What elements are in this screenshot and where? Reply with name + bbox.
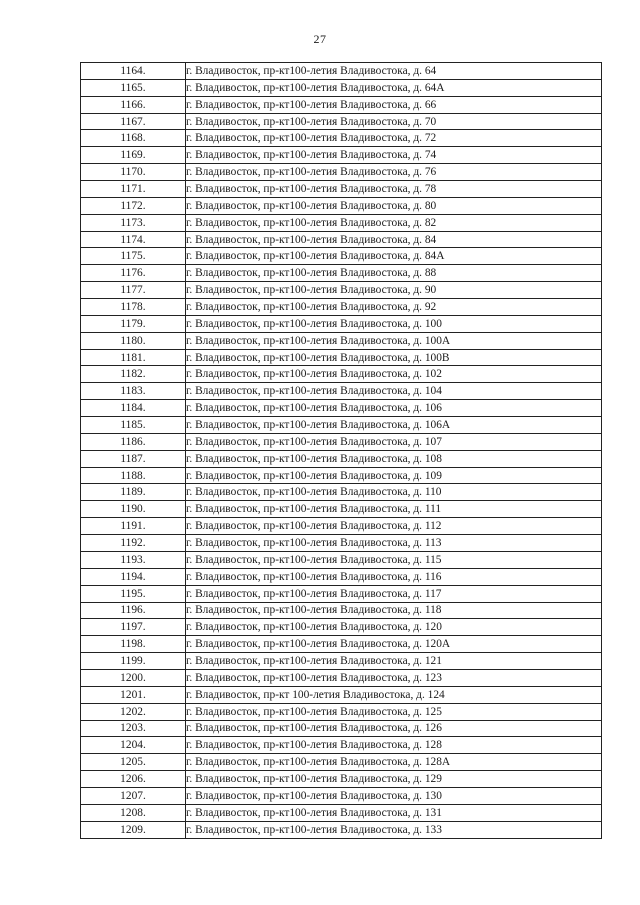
table-row bbox=[81, 771, 602, 788]
address-cell: г. Владивосток, пр-кт100-летия Владивостока, д. 82 bbox=[186, 214, 602, 231]
row-number-cell: 1186. bbox=[81, 433, 186, 450]
table-row bbox=[81, 332, 602, 349]
address-cell: г. Владивосток, пр-кт100-летия Владивостока, д. 126 bbox=[186, 720, 602, 737]
row-number-cell: 1206. bbox=[81, 771, 186, 788]
table-row bbox=[81, 383, 602, 400]
table-row bbox=[81, 164, 602, 181]
row-number-cell: 1193. bbox=[81, 551, 186, 568]
row-number-cell: 1184. bbox=[81, 400, 186, 417]
row-number-cell: 1201. bbox=[81, 686, 186, 703]
address-cell: г. Владивосток, пр-кт100-летия Владивостока, д. 133 bbox=[186, 821, 602, 838]
address-cell: г. Владивосток, пр-кт100-летия Владивостока, д. 111 bbox=[186, 501, 602, 518]
table-row bbox=[81, 484, 602, 501]
row-number-cell: 1174. bbox=[81, 231, 186, 248]
table-row bbox=[81, 181, 602, 198]
row-number-cell: 1172. bbox=[81, 197, 186, 214]
address-cell: г. Владивосток, пр-кт100-летия Владивостока, д. 64 bbox=[186, 63, 602, 80]
row-number-cell: 1190. bbox=[81, 501, 186, 518]
row-number-cell: 1166. bbox=[81, 96, 186, 113]
table-row bbox=[81, 147, 602, 164]
row-number-cell: 1182. bbox=[81, 366, 186, 383]
row-number-cell: 1208. bbox=[81, 804, 186, 821]
row-number-cell: 1194. bbox=[81, 568, 186, 585]
address-cell: г. Владивосток, пр-кт100-летия Владивостока, д. 113 bbox=[186, 535, 602, 552]
table-row bbox=[81, 467, 602, 484]
address-cell: г. Владивосток, пр-кт100-летия Владивостока, д. 70 bbox=[186, 113, 602, 130]
row-number-cell: 1169. bbox=[81, 147, 186, 164]
row-number-cell: 1164. bbox=[81, 63, 186, 80]
address-cell: г. Владивосток, пр-кт100-летия Владивостока, д. 84А bbox=[186, 248, 602, 265]
table-row bbox=[81, 636, 602, 653]
row-number-cell: 1179. bbox=[81, 315, 186, 332]
table-row bbox=[81, 720, 602, 737]
row-number-cell: 1205. bbox=[81, 754, 186, 771]
table-row bbox=[81, 63, 602, 80]
row-number-cell: 1178. bbox=[81, 299, 186, 316]
row-number-cell: 1209. bbox=[81, 821, 186, 838]
address-cell: г. Владивосток, пр-кт100-летия Владивостока, д. 66 bbox=[186, 96, 602, 113]
address-table bbox=[80, 62, 602, 839]
row-number-cell: 1197. bbox=[81, 619, 186, 636]
row-number-cell: 1202. bbox=[81, 703, 186, 720]
address-cell: г. Владивосток, пр-кт100-летия Владивостока, д. 84 bbox=[186, 231, 602, 248]
table-row bbox=[81, 299, 602, 316]
row-number-cell: 1199. bbox=[81, 653, 186, 670]
row-number-cell: 1200. bbox=[81, 669, 186, 686]
row-number-cell: 1196. bbox=[81, 602, 186, 619]
table-row bbox=[81, 366, 602, 383]
row-number-cell: 1183. bbox=[81, 383, 186, 400]
table-row bbox=[81, 804, 602, 821]
address-cell: г. Владивосток, пр-кт100-летия Владивостока, д. 120 bbox=[186, 619, 602, 636]
table-row bbox=[81, 686, 602, 703]
row-number-cell: 1192. bbox=[81, 535, 186, 552]
row-number-cell: 1187. bbox=[81, 450, 186, 467]
address-cell: г. Владивосток, пр-кт100-летия Владивостока, д. 110 bbox=[186, 484, 602, 501]
table-row bbox=[81, 433, 602, 450]
table-row bbox=[81, 130, 602, 147]
address-cell: г. Владивосток, пр-кт100-летия Владивостока, д. 116 bbox=[186, 568, 602, 585]
table-row bbox=[81, 535, 602, 552]
table-row bbox=[81, 653, 602, 670]
address-cell: г. Владивосток, пр-кт100-летия Владивостока, д. 123 bbox=[186, 669, 602, 686]
address-cell: г. Владивосток, пр-кт100-летия Владивостока, д. 107 bbox=[186, 433, 602, 450]
address-cell: г. Владивосток, пр-кт100-летия Владивостока, д. 109 bbox=[186, 467, 602, 484]
address-cell: г. Владивосток, пр-кт100-летия Владивостока, д. 72 bbox=[186, 130, 602, 147]
row-number-cell: 1167. bbox=[81, 113, 186, 130]
row-number-cell: 1185. bbox=[81, 417, 186, 434]
table-row bbox=[81, 248, 602, 265]
address-cell: г. Владивосток, пр-кт100-летия Владивостока, д. 100А bbox=[186, 332, 602, 349]
table-row bbox=[81, 282, 602, 299]
row-number-cell: 1173. bbox=[81, 214, 186, 231]
row-number-cell: 1203. bbox=[81, 720, 186, 737]
row-number-cell: 1181. bbox=[81, 349, 186, 366]
table-row bbox=[81, 450, 602, 467]
address-cell: г. Владивосток, пр-кт100-летия Владивостока, д. 64А bbox=[186, 79, 602, 96]
row-number-cell: 1198. bbox=[81, 636, 186, 653]
row-number-cell: 1171. bbox=[81, 181, 186, 198]
row-number-cell: 1168. bbox=[81, 130, 186, 147]
address-cell: г. Владивосток, пр-кт100-летия Владивостока, д. 100 bbox=[186, 315, 602, 332]
table-row bbox=[81, 619, 602, 636]
address-cell: г. Владивосток, пр-кт100-летия Владивостока, д. 108 bbox=[186, 450, 602, 467]
address-cell: г. Владивосток, пр-кт100-летия Владивостока, д. 128А bbox=[186, 754, 602, 771]
address-cell: г. Владивосток, пр-кт100-летия Владивостока, д. 106 bbox=[186, 400, 602, 417]
row-number-cell: 1177. bbox=[81, 282, 186, 299]
address-cell: г. Владивосток, пр-кт100-летия Владивостока, д. 117 bbox=[186, 585, 602, 602]
row-number-cell: 1175. bbox=[81, 248, 186, 265]
address-cell: г. Владивосток, пр-кт100-летия Владивостока, д. 121 bbox=[186, 653, 602, 670]
row-number-cell: 1191. bbox=[81, 518, 186, 535]
table-row bbox=[81, 585, 602, 602]
table-row bbox=[81, 79, 602, 96]
row-number-cell: 1176. bbox=[81, 265, 186, 282]
address-cell: г. Владивосток, пр-кт100-летия Владивостока, д. 78 bbox=[186, 181, 602, 198]
address-cell: г. Владивосток, пр-кт100-летия Владивостока, д. 118 bbox=[186, 602, 602, 619]
address-cell: г. Владивосток, пр-кт100-летия Владивостока, д. 130 bbox=[186, 787, 602, 804]
row-number-cell: 1165. bbox=[81, 79, 186, 96]
address-cell: г. Владивосток, пр-кт100-летия Владивостока, д. 80 bbox=[186, 197, 602, 214]
table-row bbox=[81, 551, 602, 568]
row-number-cell: 1180. bbox=[81, 332, 186, 349]
address-cell: г. Владивосток, пр-кт100-летия Владивостока, д. 106А bbox=[186, 417, 602, 434]
table-row bbox=[81, 96, 602, 113]
address-cell: г. Владивосток, пр-кт100-летия Владивостока, д. 90 bbox=[186, 282, 602, 299]
row-number-cell: 1188. bbox=[81, 467, 186, 484]
table-row bbox=[81, 787, 602, 804]
table-row bbox=[81, 265, 602, 282]
table-row bbox=[81, 349, 602, 366]
table-row bbox=[81, 754, 602, 771]
row-number-cell: 1207. bbox=[81, 787, 186, 804]
table-row bbox=[81, 417, 602, 434]
table-row bbox=[81, 231, 602, 248]
table-row bbox=[81, 669, 602, 686]
table-row bbox=[81, 518, 602, 535]
address-cell: г. Владивосток, пр-кт100-летия Владивостока, д. 131 bbox=[186, 804, 602, 821]
row-number-cell: 1189. bbox=[81, 484, 186, 501]
row-number-cell: 1170. bbox=[81, 164, 186, 181]
address-cell: г. Владивосток, пр-кт100-летия Владивостока, д. 76 bbox=[186, 164, 602, 181]
table-row bbox=[81, 821, 602, 838]
address-cell: г. Владивосток, пр-кт 100-летия Владивостока, д. 124 bbox=[186, 686, 602, 703]
row-number-cell: 1204. bbox=[81, 737, 186, 754]
address-cell: г. Владивосток, пр-кт100-летия Владивостока, д. 104 bbox=[186, 383, 602, 400]
address-cell: г. Владивосток, пр-кт100-летия Владивостока, д. 129 bbox=[186, 771, 602, 788]
address-cell: г. Владивосток, пр-кт100-летия Владивостока, д. 100В bbox=[186, 349, 602, 366]
address-cell: г. Владивосток, пр-кт100-летия Владивостока, д. 92 bbox=[186, 299, 602, 316]
address-cell: г. Владивосток, пр-кт100-летия Владивостока, д. 88 bbox=[186, 265, 602, 282]
table-row bbox=[81, 737, 602, 754]
address-cell: г. Владивосток, пр-кт100-летия Владивостока, д. 74 bbox=[186, 147, 602, 164]
table-row bbox=[81, 501, 602, 518]
row-number-cell: 1195. bbox=[81, 585, 186, 602]
address-table-body bbox=[81, 63, 602, 839]
address-cell: г. Владивосток, пр-кт100-летия Владивостока, д. 125 bbox=[186, 703, 602, 720]
table-row bbox=[81, 703, 602, 720]
table-row bbox=[81, 400, 602, 417]
address-cell: г. Владивосток, пр-кт100-летия Владивостока, д. 128 bbox=[186, 737, 602, 754]
table-row bbox=[81, 113, 602, 130]
table-row bbox=[81, 197, 602, 214]
table-row bbox=[81, 214, 602, 231]
page-number: 27 bbox=[313, 32, 327, 46]
table-row bbox=[81, 568, 602, 585]
table-row bbox=[81, 602, 602, 619]
address-cell: г. Владивосток, пр-кт100-летия Владивостока, д. 102 bbox=[186, 366, 602, 383]
address-cell: г. Владивосток, пр-кт100-летия Владивостока, д. 112 bbox=[186, 518, 602, 535]
address-cell: г. Владивосток, пр-кт100-летия Владивостока, д. 120А bbox=[186, 636, 602, 653]
table-row bbox=[81, 315, 602, 332]
address-cell: г. Владивосток, пр-кт100-летия Владивостока, д. 115 bbox=[186, 551, 602, 568]
